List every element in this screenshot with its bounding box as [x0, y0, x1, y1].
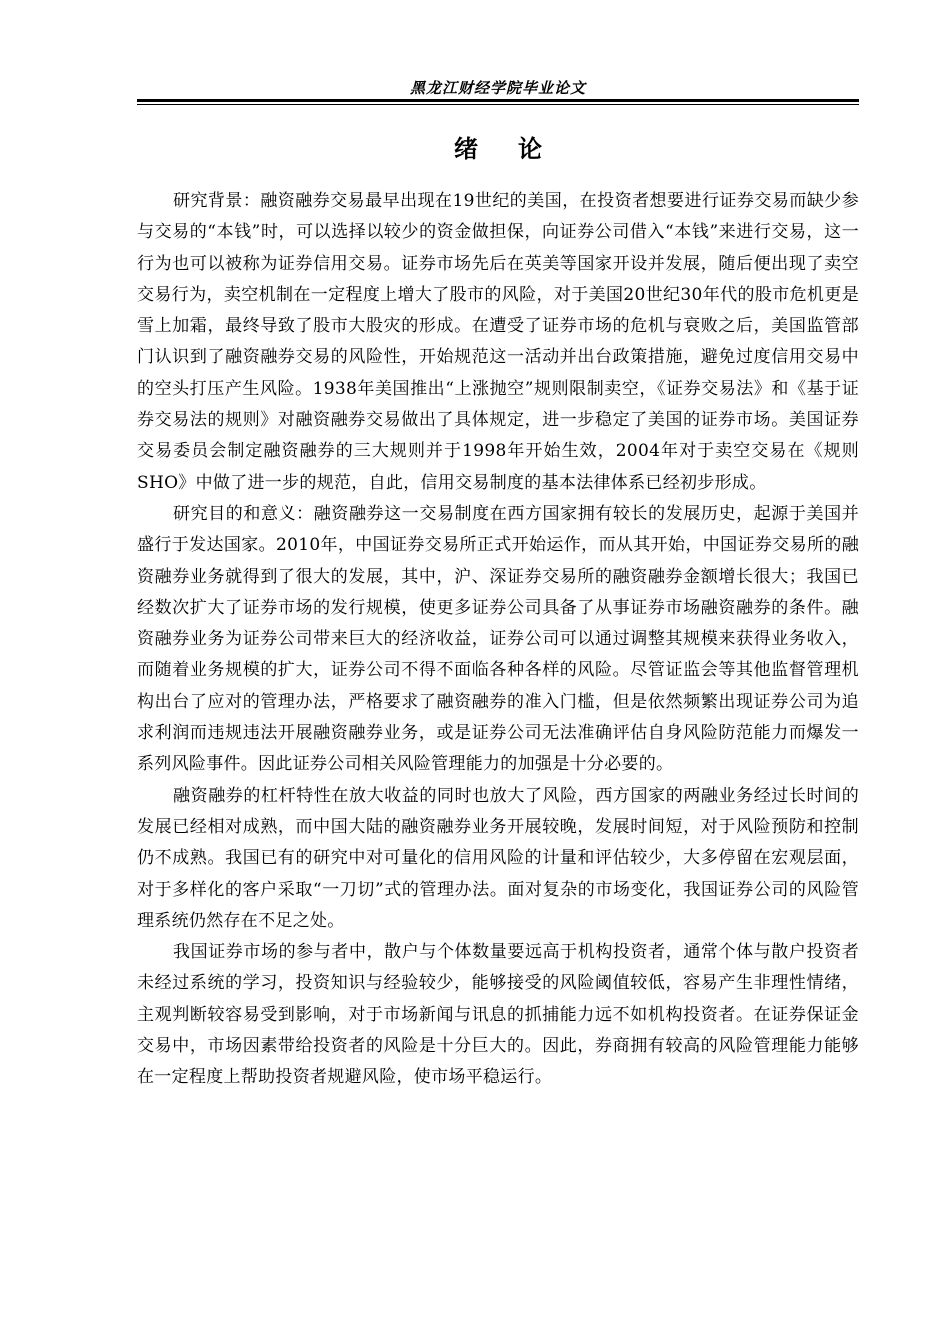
body-text [137, 186, 859, 1094]
running-header: 黑龙江财经学院毕业论文 [409, 79, 586, 97]
chapter-title: 绪论 [454, 134, 582, 163]
header-rule-thin [137, 104, 859, 105]
paragraph-purpose: 研究目的和意义：融资融券这一交易制度在西方国家拥有较长的发展历史，起源于美国并盛行于发达国家。2010年，中国证券交易所正式开始运作，而从其开始，中国证券交易所的融资融券业务就得到了很大的发展，其中，沪、深证券交易所的融资融券金额增长很大；我国已经数次扩大了证券市场的发行规模，使更多证券公司具备了从事证券市场融资融券的条件。融资融券业务为证券公司带来巨大的经济收益，证券公司可以通过调整其规模来获得业务收入，而随着业务规模的扩大，证券公司不得不面临各种各样的风险。尽管证监会等其他监督管理机构出台了应对的管理办法，严格要求了融资融券的准入门槛，但是依然频繁出现证券公司为追求利润而违规违法开展融资融券业务，或是证券公司无法准确评估自身风险防范能力而爆发一系列风险事件。因此证券公司相关风险管理能力的加强是十分必要的。 [137, 503, 859, 775]
paragraph-participants: 我国证券市场的参与者中，散户与个体数量要远高于机构投资者，通常个体与散户投资者未经过系统的学习，投资知识与经验较少，能够接受的风险阈值较低，容易产生非理性情绪，主观判断较容易受到影响，对于市场新闻与讯息的抓捕能力远不如机构投资者。在证券保证金交易中，市场因素带给投资者的风险是十分巨大的。因此，券商拥有较高的风险管理能力能够在一定程度上帮助投资者规避风险，使市场平稳运行。 [137, 942, 859, 1088]
paragraph-background: 研究背景：融资融券交易最早出现在19世纪的美国，在投资者想要进行证券交易而缺少参与交易的“本钱”时，可以选择以较少的资金做担保，向证券公司借入“本钱”来进行交易，这一行为也可以被称为证券信用交易。证券市场先后在英美等国家开设并发展，随后便出现了卖空交易行为，卖空机制在一定程度上增大了股市的风险，对于美国20世纪30年代的股市危机更是雪上加霜，最终导致了股市大股灾的形成。在遭受了证券市场的危机与衰败之后，美国监管部门认识到了融资融券交易的风险性，开始规范这一活动并出台政策措施，避免过度信用交易中的空头打压产生风险。1938年美国推出“上涨抛空”规则限制卖空，《证券交易法》和《基于证券交易法的规则》对融资融券交易做出了具体规定，进一步稳定了美国的证券市场。美国证券交易委员会制定融资融券的三大规则并于1998年开始生效，2004年对于卖空交易在《规则SHO》中做了进一步的规范，自此，信用交易制度的基本法律体系已经初步形成。 [137, 191, 859, 493]
header-rule-thick [137, 99, 859, 102]
paragraph-leverage: 融资融券的杠杆特性在放大收益的同时也放大了风险，西方国家的两融业务经过长时间的发展已经相对成熟，而中国大陆的融资融券业务开展较晚，发展时间短，对于风险预防和控制仍不成熟。我国已有的研究中对可量化的信用风险的计量和评估较少，大多停留在宏观层面，对于多样化的客户采取“一刀切”式的管理办法。面对复杂的市场变化，我国证券公司的风险管理系统仍然存在不足之处。 [137, 785, 859, 931]
